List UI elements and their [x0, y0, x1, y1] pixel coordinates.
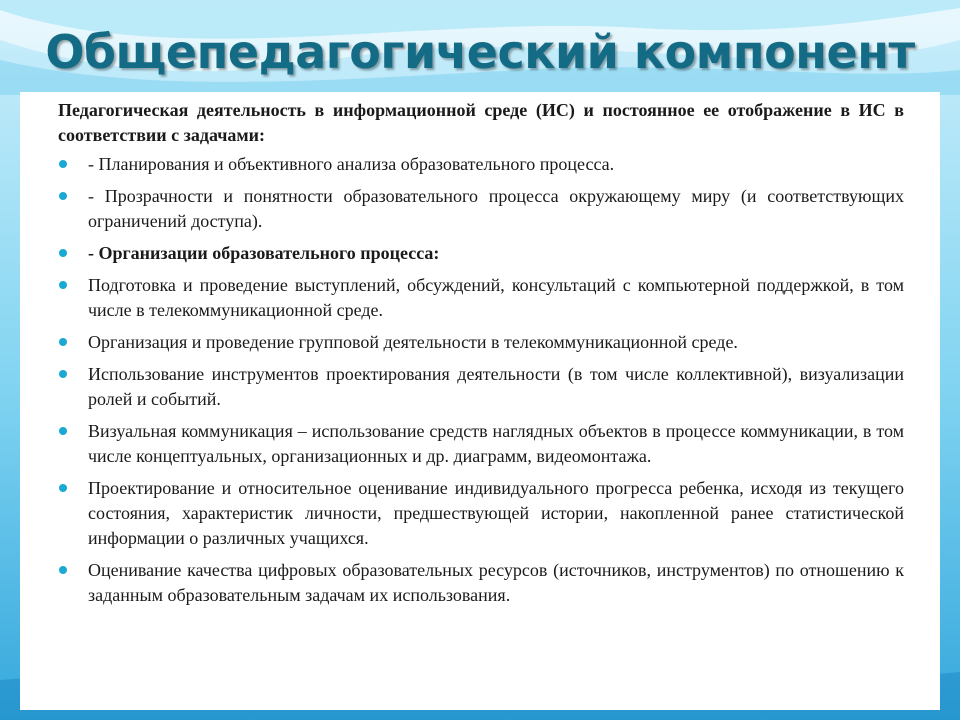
list-item-text: - Планирования и объективного анализа образовательного процесса. — [88, 154, 615, 174]
bullet-list — [58, 152, 904, 608]
bullet-dot-icon — [59, 249, 67, 257]
list-item — [58, 558, 904, 608]
bullet-dot-icon — [59, 566, 67, 574]
list-item-text: Организация и проведение групповой деятельности в телекоммуникационной среде. — [88, 332, 738, 352]
list-item-text: Оценивание качества цифровых образовательных ресурсов (источников, инструментов) по отношению к заданным образовательным задачам их использования. — [88, 560, 904, 605]
bullet-dot-icon — [59, 192, 67, 200]
list-item-text: Подготовка и проведение выступлений, обсуждений, консультаций с компьютерной поддержкой, в том числе в телекоммуникационной среде. — [88, 275, 904, 320]
slide-body — [58, 98, 904, 615]
intro-paragraph: Педагогическая деятельность в информационной среде (ИС) и постоянное ее отображение в ИС в соответствии с задачами: — [58, 100, 904, 145]
list-item-text: - Прозрачности и понятности образовательного процесса окружающему миру (и соответствующих ограничений доступа). — [88, 186, 904, 231]
list-item — [58, 152, 904, 177]
bullet-dot-icon — [59, 281, 67, 289]
bullet-dot-icon — [59, 338, 67, 346]
bullet-dot-icon — [59, 370, 67, 378]
list-item-text: - Организации образовательного процесса: — [88, 243, 440, 263]
list-item-text: Визуальная коммуникация – использование средств наглядных объектов в процессе коммуникации, в том числе концептуальных, организационных и др. диаграмм, видеомонтажа. — [88, 421, 904, 466]
list-item — [58, 362, 904, 412]
list-item — [58, 330, 904, 355]
list-item — [58, 273, 904, 323]
list-item — [58, 476, 904, 551]
list-item — [58, 419, 904, 469]
bullet-dot-icon — [59, 427, 67, 435]
bullet-dot-icon — [59, 160, 67, 168]
list-item-text: Проектирование и относительное оценивание индивидуального прогресса ребенка, исходя из текущего состояния, характеристик личности, предшествующей истории, накопленной ранее статистической информации о различных учащихся. — [88, 478, 904, 548]
slide-title: Общепедагогический компонент — [45, 25, 915, 79]
bullet-dot-icon — [59, 484, 67, 492]
list-item — [58, 241, 904, 266]
list-item-text: Использование инструментов проектирования деятельности (в том числе коллективной), визуализации ролей и событий. — [88, 364, 904, 409]
list-item — [58, 184, 904, 234]
